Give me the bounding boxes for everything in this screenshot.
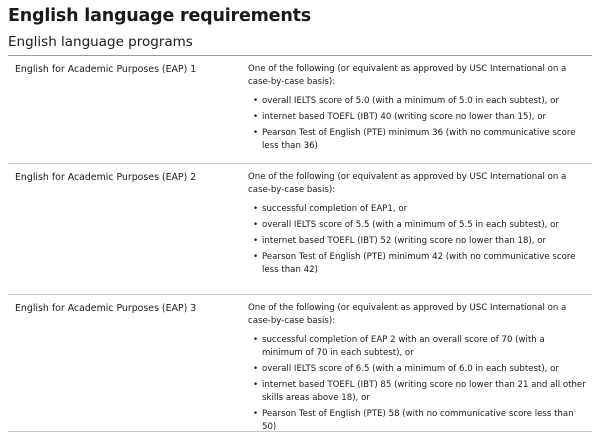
program-name: English for Academic Purposes (EAP) 2 (15, 172, 197, 183)
bullet-icon: • (253, 379, 259, 390)
bullet-icon: • (253, 334, 259, 345)
requirements (248, 63, 588, 156)
program-row-eap-1 (8, 56, 592, 164)
requirement-text: internet based TOEFL (IBT) 52 (writing score no lower than 18), or (262, 235, 547, 246)
requirement-text: overall IELTS score of 6.5 (with a minimum of 6.0 in each subtest), or (262, 363, 559, 374)
requirement-text: Pearson Test of English (PTE) 58 (with no communicative score less than 50) (262, 409, 574, 433)
requirement-item (248, 111, 588, 124)
bullet-icon: • (253, 95, 259, 106)
page-title: English language requirements (8, 6, 311, 26)
requirement-text: Pearson Test of English (PTE) minimum 42 (with no communicative score less than 42) (262, 251, 576, 275)
requirement-text: successful completion of EAP 2 with an overall score of 70 (with a minimum of 70 in each subtest), or (262, 334, 545, 358)
requirement-item (248, 363, 588, 376)
requirement-text: Pearson Test of English (PTE) minimum 36 (with no communicative score less than 36) (262, 127, 576, 151)
bullet-icon: • (253, 409, 259, 420)
requirement-text: internet based TOEFL (IBT) 40 (writing score no lower than 15), or (262, 111, 547, 122)
requirements (248, 302, 588, 437)
program-row-eap-3 (8, 295, 592, 432)
requirement-text: overall IELTS score of 5.0 (with a minimum of 5.0 in each subtest), or (262, 95, 559, 106)
requirement-text: overall IELTS score of 5.5 (with a minimum of 5.5 in each subtest), or (262, 219, 559, 230)
requirement-item (248, 408, 588, 435)
section-title: English language programs (8, 34, 193, 50)
requirements-intro: One of the following (or equivalent as approved by USC International on a case-by-case basis): (248, 303, 567, 327)
requirements (248, 171, 588, 280)
program-name: English for Academic Purposes (EAP) 1 (15, 64, 197, 75)
requirements-intro: One of the following (or equivalent as approved by USC International on a case-by-case basis): (248, 172, 567, 196)
bullet-icon: • (253, 127, 259, 138)
requirement-item (248, 251, 588, 278)
requirement-item (248, 95, 588, 108)
bullet-icon: • (253, 363, 259, 374)
requirements-list (248, 334, 588, 435)
requirement-text: successful completion of EAP1, or (262, 203, 408, 214)
bullet-icon: • (253, 235, 259, 246)
requirement-item (248, 235, 588, 248)
bullet-icon: • (253, 111, 259, 122)
requirement-item (248, 127, 588, 154)
requirement-item (248, 203, 588, 216)
requirement-item (248, 219, 588, 232)
requirements-list (248, 203, 588, 278)
bullet-icon: • (253, 203, 259, 214)
requirement-item (248, 379, 588, 406)
bullet-icon: • (253, 219, 259, 230)
requirements-list (248, 95, 588, 154)
requirement-text: internet based TOEFL (IBT) 85 (writing score no lower than 21 and all other skills areas above 18), or (262, 379, 586, 404)
program-row-eap-2 (8, 164, 592, 295)
program-name: English for Academic Purposes (EAP) 3 (15, 303, 197, 314)
requirement-item (248, 334, 588, 361)
requirements-intro: One of the following (or equivalent as approved by USC International on a case-by-case basis): (248, 64, 567, 88)
bullet-icon: • (253, 251, 259, 262)
